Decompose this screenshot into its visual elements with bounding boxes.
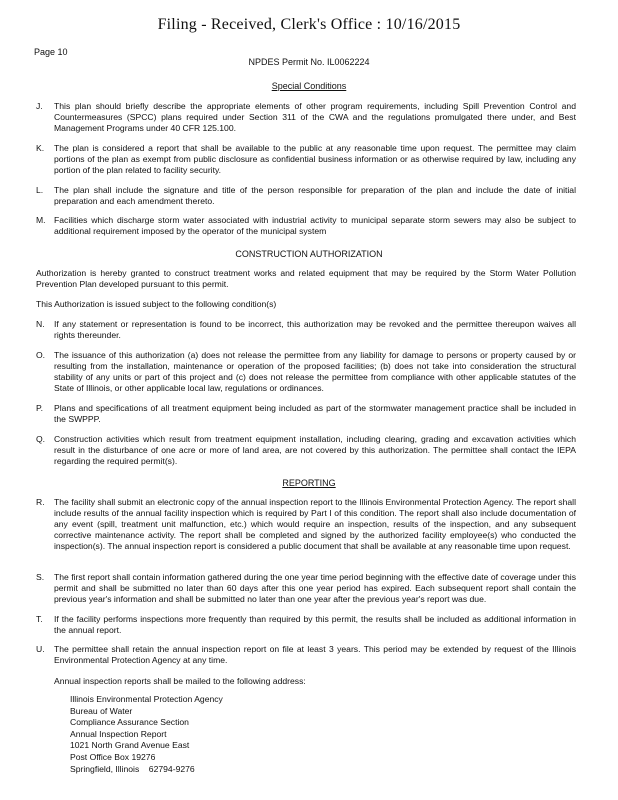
address-line: Compliance Assurance Section xyxy=(70,717,189,728)
condition-letter: T. xyxy=(36,614,43,624)
condition-item xyxy=(36,185,576,207)
address-line: 1021 North Grand Avenue East xyxy=(70,740,190,751)
condition-letter: K. xyxy=(36,143,45,153)
condition-letter: U. xyxy=(36,644,45,654)
special-conditions-heading: Special Conditions xyxy=(271,81,347,91)
authorization-subject: This Authorization is issued subject to the following condition(s) xyxy=(36,299,277,309)
condition-item xyxy=(36,143,576,176)
condition-text: The issuance of this authorization (a) does not release the permittee from any liability for damage to persons or property caused by or resulting from the installation, maintenance or operation of the proposed facilities; (b) does not take into consideration the structural stability of any units or part of this project and (c) does not release the permittee from compliance with other applicable statutes of the State of Illinois, or other applicable local law, regulations or ordinances. xyxy=(54,350,576,393)
address-line: Post Office Box 19276 xyxy=(70,751,156,762)
filing-stamp: Filing - Received, Clerk's Office : 10/16/2015 xyxy=(157,16,461,33)
condition-text: The facility shall submit an electronic copy of the annual inspection report to the Illinois Environmental Protection Agency. The report shall include results of the annual facility inspection which is required by Part I of this condition. The report shall also include documentation of any event (spill, treatment unit malfunction, etc.) which would require an inspection, results of the inspection, and any subsequent corrective maintenance activity. The report shall be completed and signed by the authorized facility employee(s) who conducted the inspection(s). The annual inspection report is considered a public document that shall be available at any reasonable time upon request. xyxy=(54,497,576,551)
condition-item xyxy=(36,403,576,425)
address-line: Annual Inspection Report xyxy=(70,728,167,739)
condition-text: Facilities which discharge storm water associated with industrial activity to municipal separate storm sewers may also be subject to additional requirement imposed by the operator of the municipal system xyxy=(54,215,576,236)
permit-number: NPDES Permit No. IL0062224 xyxy=(248,57,370,67)
authorization-paragraph: Authorization is hereby granted to construct treatment works and related equipment that may be required by the Storm Water Pollution Prevention Plan developed pursuant to this permit. xyxy=(36,268,576,289)
address-line: Springfield, Illinois 62794-9276 xyxy=(70,763,195,774)
condition-item xyxy=(36,614,576,636)
page-label: Page 10 xyxy=(34,47,68,57)
condition-text: The plan shall include the signature and title of the person responsible for preparation of the plan and include the date of initial preparation and each amendment thereto. xyxy=(54,185,576,206)
condition-item xyxy=(36,644,576,666)
condition-letter: M. xyxy=(36,215,46,225)
condition-text: The first report shall contain information gathered during the one year time period beginning with the effective date of coverage under this permit and shall be submitted no later than 60 days after this one year period has expired. Each subsequent report shall contain the previous year's information and shall be submitted no later than one year after the previous year's report was due. xyxy=(54,572,576,604)
condition-text: The plan is considered a report that shall be available to the public at any reasonable time upon request. The permittee may claim portions of the plan as exempt from public disclosure as confidential business information or as otherwise required by law, including any portion of the plan related to facility security. xyxy=(54,143,576,175)
address-line: Illinois Environmental Protection Agency xyxy=(70,694,223,704)
condition-letter: L. xyxy=(36,185,44,195)
condition-text: The permittee shall retain the annual inspection report on file at least 3 years. This period may be extended by request of the Illinois Environmental Protection Agency at any time. xyxy=(54,644,576,665)
condition-text: This plan should briefly describe the appropriate elements of other program requirements, including Spill Prevention Control and Countermeasures (SPCC) plans required under Section 311 of the CWA and the regulations promulgated there under, and Best Management Programs under 40 CFR 125.100. xyxy=(54,101,576,133)
condition-item xyxy=(36,215,576,237)
condition-letter: J. xyxy=(36,101,43,111)
condition-letter: P. xyxy=(36,403,44,413)
condition-text: Plans and specifications of all treatment equipment being included as part of the stormwater management practice shall be included in the SWPPP. xyxy=(54,403,576,424)
condition-item xyxy=(36,434,576,467)
condition-letter: O. xyxy=(36,350,46,360)
condition-text: If any statement or representation is found to be incorrect, this authorization may be revoked and the permittee thereupon waives all rights thereunder. xyxy=(54,319,576,340)
condition-letter: Q. xyxy=(36,434,46,444)
condition-item xyxy=(36,497,576,552)
address-line: Bureau of Water xyxy=(70,705,133,716)
condition-letter: R. xyxy=(36,497,45,507)
condition-item xyxy=(36,101,576,134)
construction-heading: CONSTRUCTION AUTHORIZATION xyxy=(235,249,383,259)
mailing-address xyxy=(70,694,223,775)
reporting-heading: REPORTING xyxy=(282,478,336,488)
condition-item xyxy=(36,572,576,605)
condition-text: Construction activities which result from treatment equipment installation, including clearing, grading and excavation activities which result in the disturbance of one acre or more of land area, are not covered by this authorization. The permittee shall contact the IEPA regarding the required permit(s). xyxy=(54,434,576,466)
condition-text: If the facility performs inspections more frequently than required by this permit, the results shall be included as additional information in the annual report. xyxy=(54,614,576,635)
condition-item xyxy=(36,319,576,341)
mailing-instruction: Annual inspection reports shall be mailed to the following address: xyxy=(54,676,306,686)
condition-letter: S. xyxy=(36,572,45,582)
condition-item xyxy=(36,350,576,394)
condition-letter: N. xyxy=(36,319,45,329)
